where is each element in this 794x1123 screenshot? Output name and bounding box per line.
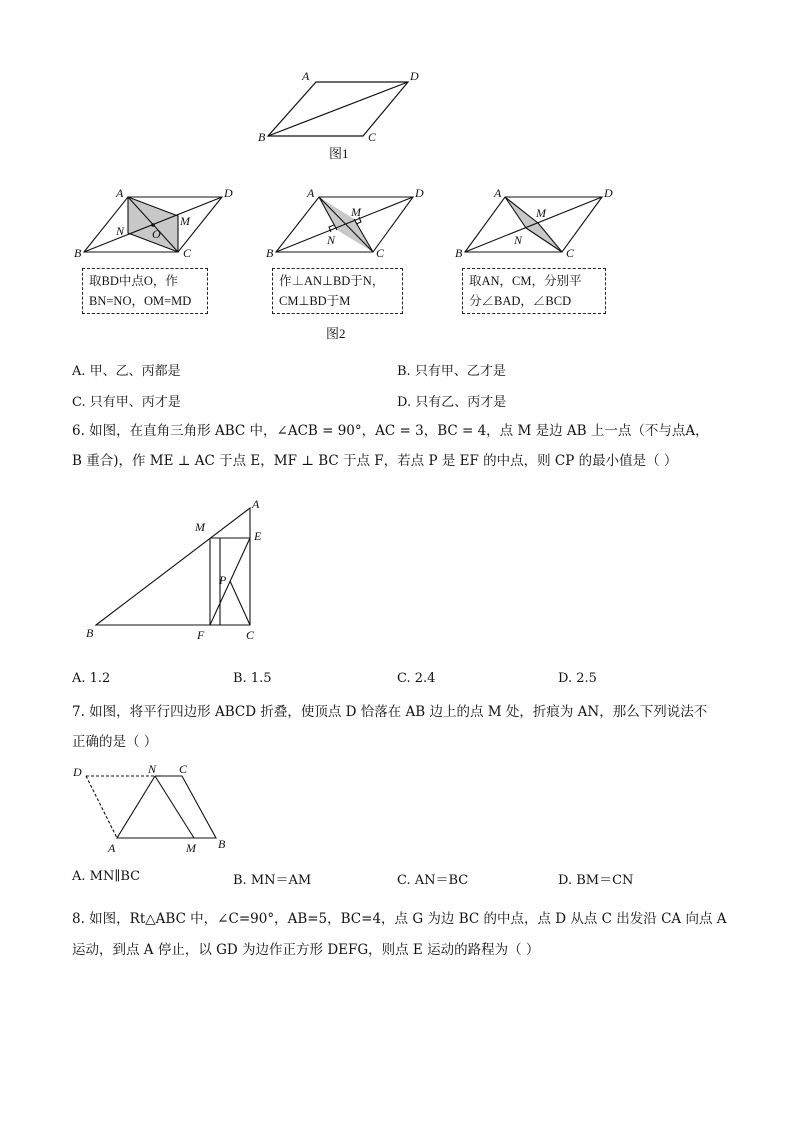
fig2-jia-box bbox=[82, 268, 208, 314]
fig2-yi-label-c: C bbox=[376, 246, 385, 260]
fig2-yi-box-line1: 作⊥AN⊥BD于N， bbox=[279, 274, 385, 288]
fig2-yi-label-n: N bbox=[327, 233, 336, 247]
q7-text-line2: 正确的是（ ） bbox=[72, 734, 158, 750]
q6-option-b: B. 1.5 bbox=[233, 671, 272, 686]
q7-option-c: C. AN＝BC bbox=[397, 873, 469, 888]
q7-option-d: D. BM＝CN bbox=[558, 873, 634, 888]
q6-text-line2: B 重合)，作 ME ⊥ AC 于点 E，MF ⊥ BC 于点 F，若点 P 是 EF 的中点，则 CP 的最小值是（ ） bbox=[72, 453, 678, 469]
fig2-bing-box-line2: 分∠BAD，∠BCD bbox=[469, 294, 572, 308]
fig2-bing-label-b: B bbox=[455, 246, 463, 260]
fig2-jia-label-n: N bbox=[116, 224, 125, 238]
q7-option-b: B. MN＝AM bbox=[233, 873, 312, 888]
q5-option-a: A. 甲、乙、丙都是 bbox=[72, 364, 181, 379]
fig2-yi-label-d: D bbox=[415, 186, 424, 200]
q7-label-c: C bbox=[179, 762, 188, 776]
q5-option-c: C. 只有甲、丙才是 bbox=[72, 395, 181, 410]
q6-option-c: C. 2.4 bbox=[397, 671, 436, 686]
fig2-bing-label-n: N bbox=[514, 233, 523, 247]
q7-label-n: N bbox=[148, 762, 157, 776]
fig2-jia-label-d: D bbox=[224, 186, 233, 200]
fig2-caption: 图2 bbox=[326, 326, 346, 341]
fig2-bing-label-a: A bbox=[494, 186, 502, 200]
fig2-yi-label-b: B bbox=[266, 246, 274, 260]
fig2-jia-diagram bbox=[84, 197, 222, 252]
q6-label-c: C bbox=[246, 628, 255, 642]
q6-label-m: M bbox=[195, 520, 205, 534]
fig2-jia-label-o: O bbox=[152, 227, 161, 241]
q8-text-line2: 运动，到点 A 停止，以 GD 为边作正方形 DEFG，则点 E 运动的路程为（ ） bbox=[72, 942, 540, 958]
fig2-yi-diagram bbox=[276, 197, 413, 252]
q6-label-p: P bbox=[219, 573, 227, 587]
fig2-bing-label-m: M bbox=[536, 206, 546, 220]
fig2-jia-box-line1: 取BD中点O，作 bbox=[89, 274, 178, 288]
q5-option-d: D. 只有乙、丙才是 bbox=[397, 395, 507, 410]
fig2-bing-box bbox=[462, 268, 606, 314]
q6-text-line1: 6. 如图，在直角三角形 ABC 中，∠ACB = 90°，AC = 3，BC = 4，点 M 是边 AB 上一点（不与点A， bbox=[72, 423, 709, 439]
q6-label-e: E bbox=[254, 529, 262, 543]
q7-label-m: M bbox=[186, 841, 196, 855]
q7-diagram bbox=[86, 776, 216, 838]
fig2-bing-label-c: C bbox=[566, 246, 575, 260]
fig2-bing-box-line1: 取AN，CM，分别平 bbox=[469, 274, 582, 288]
fig2-yi-box bbox=[272, 268, 403, 314]
fig2-jia-label-b: B bbox=[74, 246, 82, 260]
fig2-jia-label-m: M bbox=[180, 214, 190, 228]
fig2-jia-label-c: C bbox=[183, 246, 192, 260]
fig2-jia-label-a: A bbox=[116, 186, 124, 200]
q7-label-a: A bbox=[108, 841, 116, 855]
q7-label-b: B bbox=[218, 837, 226, 851]
q6-option-a: A. 1.2 bbox=[72, 671, 111, 686]
q6-option-d: D. 2.5 bbox=[558, 671, 597, 686]
fig1-label-b: B bbox=[258, 130, 266, 144]
q6-label-a: A bbox=[252, 497, 260, 511]
fig2-yi-label-m: M bbox=[351, 205, 361, 219]
q7-option-a: A. MN∥BC bbox=[72, 869, 141, 884]
q6-label-f: F bbox=[197, 628, 205, 642]
q7-text-line1: 7. 如图，将平行四边形 ABCD 折叠，使顶点 D 恰落在 AB 边上的点 M 处，折痕为 AN，那么下列说法不 bbox=[72, 704, 708, 720]
q6-diagram bbox=[96, 508, 250, 625]
fig2-yi-label-a: A bbox=[307, 186, 315, 200]
fig1-label-d: D bbox=[410, 69, 419, 83]
fig2-bing-label-d: D bbox=[604, 186, 613, 200]
q7-label-d: D bbox=[73, 765, 82, 779]
fig2-yi-box-line2: CM⊥BD于M bbox=[279, 294, 351, 308]
q8-text-line1: 8. 如图，Rt△ABC 中，∠C=90°，AB=5，BC=4，点 G 为边 BC 的中点，点 D 从点 C 出发沿 CA 向点 A bbox=[72, 911, 727, 927]
fig1-label-c: C bbox=[368, 130, 377, 144]
q6-label-b: B bbox=[86, 626, 94, 640]
fig2-jia-box-line2: BN=NO，OM=MD bbox=[89, 294, 192, 308]
q5-option-b: B. 只有甲、乙才是 bbox=[397, 364, 506, 379]
fig1-caption: 图1 bbox=[329, 146, 349, 161]
fig2-bing-diagram bbox=[465, 197, 602, 252]
fig1-label-a: A bbox=[302, 69, 310, 83]
